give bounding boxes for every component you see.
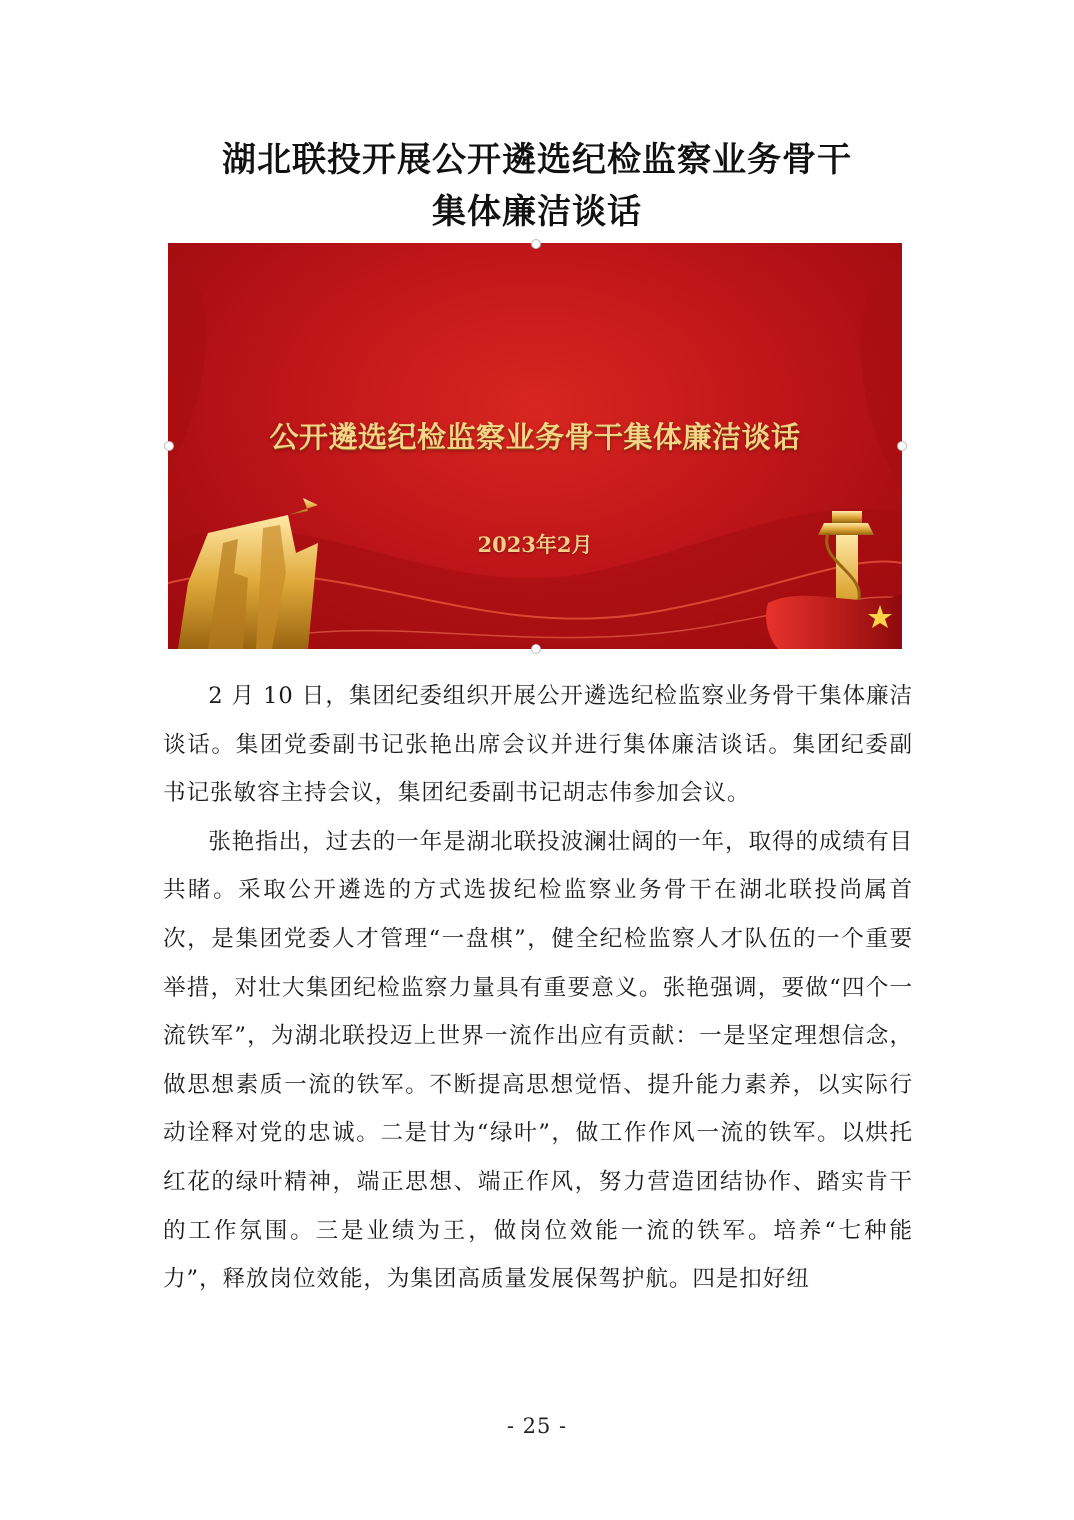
resize-handle-bottom[interactable]: [531, 644, 541, 654]
banner-image: [168, 243, 902, 649]
paragraph: 2 月 10 日，集团纪委组织开展公开遴选纪检监察业务骨干集体廉洁谈话。集团党委副书记张艳出席会议并进行集体廉洁谈话。集团纪委副书记张敏容主持会议，集团纪委副书记胡志伟参加会议。: [163, 683, 913, 807]
resize-handle-left[interactable]: [164, 441, 174, 451]
article-title-line-1: 湖北联投开展公开遴选纪检监察业务骨干: [222, 140, 852, 180]
monument-relief-icon: [178, 498, 318, 649]
paragraph: 张艳指出，过去的一年是湖北联投波澜壮阔的一年，取得的成绩有目共睹。采取公开遴选的方式选拔纪检监察业务骨干在湖北联投尚属首次，是集团党委人才管理“一盘棋”，健全纪检监察人才队伍的一个重要举措，对壮大集团纪检监察力量具有重要意义。张艳强调，要做“四个一流铁军”，为湖北联投迈上世界一流作出应有贡献：一是坚定理想信念，做思想素质一流的铁军。不断提高思想觉悟、提升能力素养，以实际行动诠释对党的忠诚。二是甘为“绿叶”，做工作作风一流的铁军。以烘托红花的绿叶精神，端正思想、端正作风，努力营造团结协作、踏实肯干的工作氛围。三是业绩为王，做岗位效能一流的铁军。培养“七种能力”，释放岗位效能，为集团高质量发展保驾护航。四是扣好纽: [163, 828, 913, 1293]
article-body: [163, 672, 913, 1304]
banner-heading: 公开遴选纪检监察业务骨干集体廉洁谈话: [269, 420, 801, 454]
red-flag-icon: [766, 593, 902, 649]
page-number: - 25 -: [506, 1414, 568, 1438]
banner-date: 2023年2月: [477, 532, 593, 557]
resize-handle-top[interactable]: [531, 239, 541, 249]
resize-handle-right[interactable]: [897, 441, 907, 451]
article-title-line-2: 集体廉洁谈话: [432, 192, 642, 232]
